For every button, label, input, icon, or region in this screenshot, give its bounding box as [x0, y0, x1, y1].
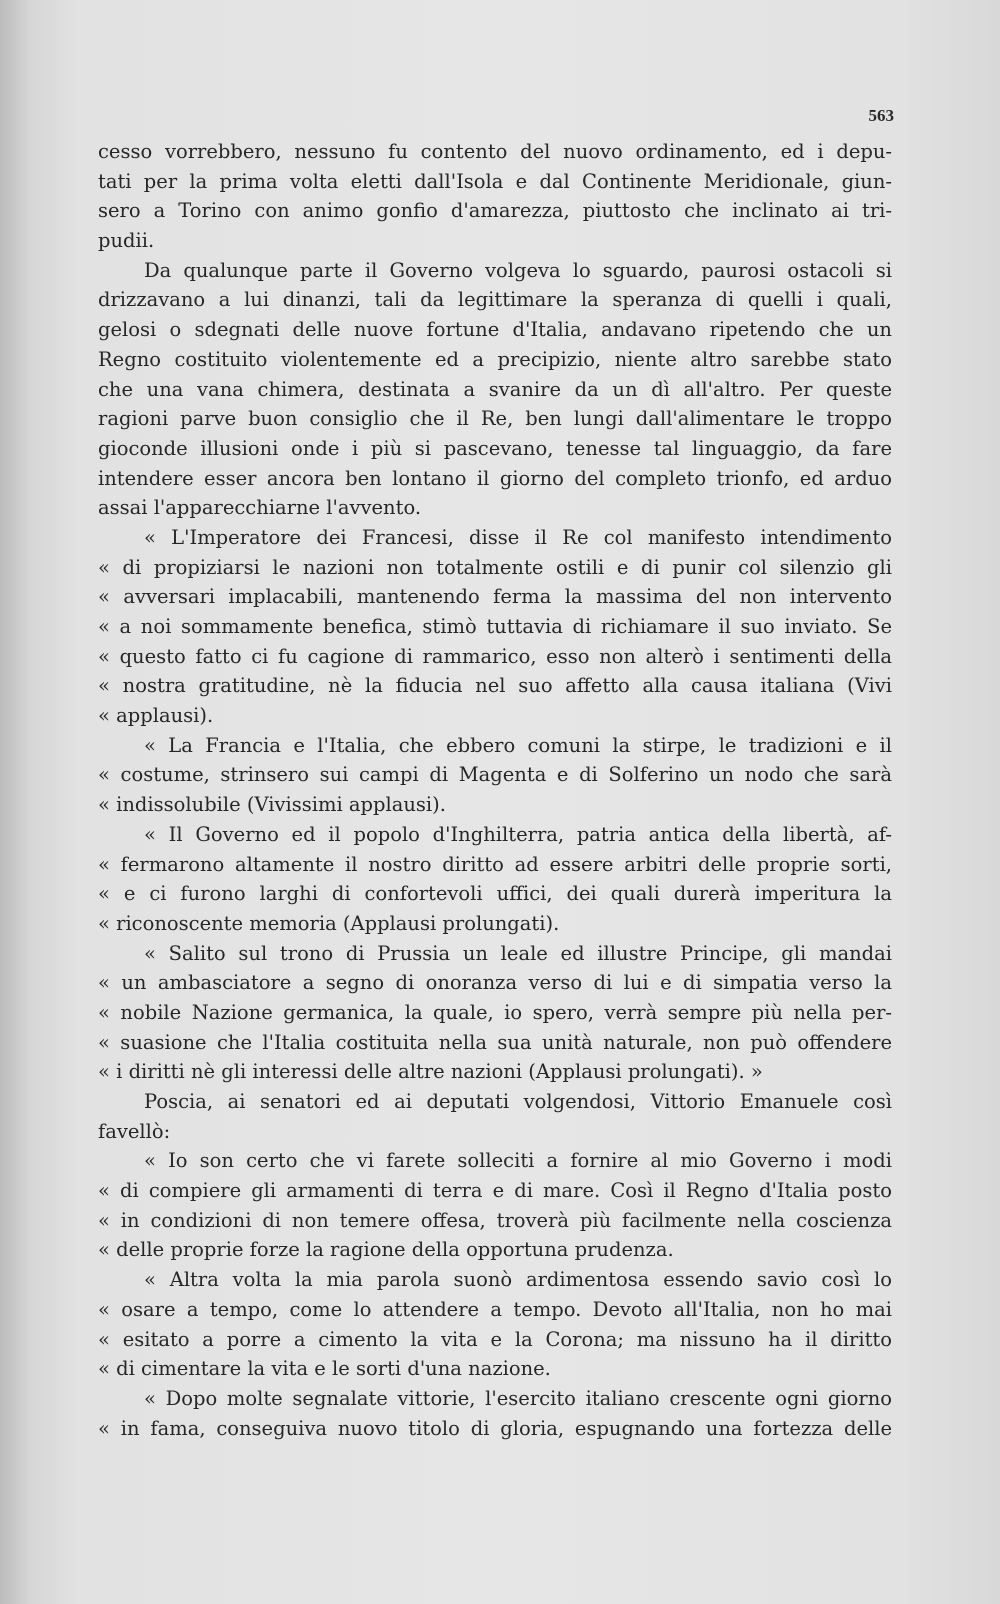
text-line: « Io son certo che vi farete solleciti a fornire al mio Governo i modi: [144, 1149, 892, 1173]
body-text: [98, 137, 892, 1443]
text-line: assai l'apparecchiarne l'avvento.: [98, 496, 422, 520]
text-line: gelosi o sdegnati delle nuove fortune d'Italia, andavano ripetendo che un: [98, 318, 892, 342]
text-line: « riconoscente memoria (Applausi prolungati).: [98, 911, 560, 935]
text-line: « di cimentare la vita e le sorti d'una nazione.: [98, 1357, 551, 1381]
text-line: « in fama, conseguiva nuovo titolo di gloria, espugnando una fortezza delle: [98, 1416, 892, 1440]
text-line: « delle proprie forze la ragione della opportuna prudenza.: [98, 1238, 674, 1262]
text-line: favellò:: [98, 1119, 171, 1143]
text-line: intendere esser ancora ben lontano il giorno del completo trionfo, ed arduo: [98, 466, 892, 490]
text-line: drizzavano a lui dinanzi, tali da legittimare la speranza di quelli i quali,: [98, 288, 892, 312]
text-line: « osare a tempo, come lo attendere a tempo. Devoto all'Italia, non ho mai: [98, 1297, 892, 1321]
page-number: 563: [868, 106, 894, 125]
text-line: « esitato a porre a cimento la vita e la Corona; ma nissuno ha il diritto: [98, 1327, 892, 1351]
text-line: « di propiziarsi le nazioni non totalmente ostili e di punir col silenzio gli: [98, 555, 892, 579]
text-line: « suasione che l'Italia costituita nella sua unità naturale, non può offendere: [98, 1030, 892, 1054]
text-line: « La Francia e l'Italia, che ebbero comuni la stirpe, le tradizioni e il: [144, 733, 892, 757]
text-line: sero a Torino con animo gonfio d'amarezza, piuttosto che inclinato ai tri-: [98, 199, 892, 223]
text-line: tati per la prima volta eletti dall'Isola e dal Continente Meridionale, giun-: [98, 169, 892, 193]
text-line: « Altra volta la mia parola suonò ardimentosa essendo savio così lo: [144, 1268, 892, 1292]
text-line: « in condizioni di non temere offesa, troverà più facilmente nella coscienza: [98, 1208, 892, 1232]
text-line: « avversari implacabili, mantenendo ferma la massima del non intervento: [98, 585, 892, 609]
text-line: « costume, strinsero sui campi di Magenta e di Solferino un nodo che sarà: [98, 763, 892, 787]
text-line: cesso vorrebbero, nessuno fu contento del nuovo ordinamento, ed i depu-: [98, 140, 892, 163]
text-line: « fermarono altamente il nostro diritto ad essere arbitri delle proprie sorti,: [98, 852, 892, 876]
text-line: « un ambasciatore a segno di onoranza verso di lui e di simpatia verso la: [98, 971, 892, 995]
text-line: « i diritti nè gli interessi delle altre nazioni (Applausi prolungati). »: [98, 1060, 763, 1084]
text-line: « Il Governo ed il popolo d'Inghilterra, patria antica della libertà, af-: [144, 822, 892, 846]
text-line: « applausi).: [98, 704, 214, 728]
text-line: gioconde illusioni onde i più si pascevano, tenesse tal linguaggio, da fare: [98, 436, 892, 460]
text-line: ragioni parve buon consiglio che il Re, ben lungi dall'alimentare le troppo: [98, 407, 892, 431]
text-line: « L'Imperatore dei Francesi, disse il Re col manifesto intendimento: [144, 525, 892, 549]
text-line: « nostra gratitudine, nè la fiducia nel suo affetto alla causa italiana (Vivi: [98, 674, 892, 698]
text-line: « indissolubile (Vivissimi applausi).: [98, 793, 446, 817]
text-line: « a noi sommamente benefica, stimò tuttavia di richiamare il suo inviato. Se: [98, 615, 892, 638]
text-line: « questo fatto ci fu cagione di rammarico, esso non alterò i sentimenti della: [98, 644, 892, 668]
text-line: « e ci furono larghi di confortevoli uffici, dei quali durerà imperitura la: [98, 882, 892, 906]
text-line: che una vana chimera, destinata a svanire da un dì all'altro. Per queste: [98, 377, 892, 401]
text-line: « nobile Nazione germanica, la quale, io spero, verrà sempre più nella per-: [98, 1000, 892, 1024]
text-line: Regno costituito violentemente ed a precipizio, niente altro sarebbe stato: [98, 347, 892, 371]
text-line: « Dopo molte segnalate vittorie, l'esercito italiano crescente ogni giorno: [144, 1386, 892, 1410]
text-line: Poscia, ai senatori ed ai deputati volgendosi, Vittorio Emanuele così: [144, 1090, 892, 1113]
text-line: Da qualunque parte il Governo volgeva lo sguardo, paurosi ostacoli si: [144, 258, 892, 282]
text-line: « di compiere gli armamenti di terra e di mare. Così il Regno d'Italia posto: [98, 1179, 892, 1203]
text-line: « Salito sul trono di Prussia un leale ed illustre Principe, gli mandai: [144, 941, 892, 965]
text-line: pudii.: [98, 229, 155, 253]
